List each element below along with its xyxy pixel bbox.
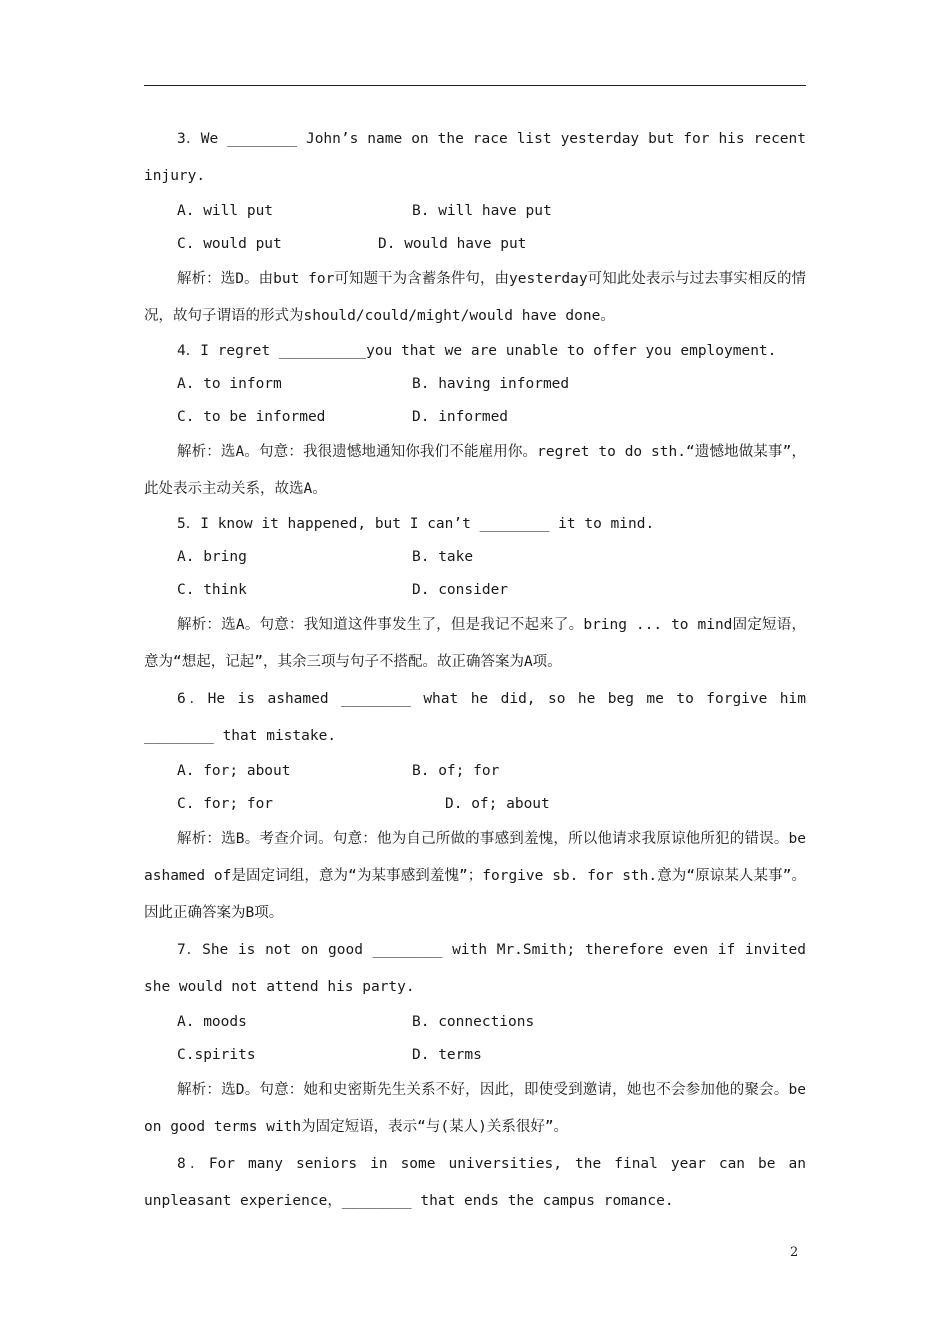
question-4-options-row-1 [144,368,806,401]
question-7-analysis: 解析：选D。句意：她和史密斯先生关系不好，因此，即使受到邀请，她也不会参加他的聚会。be on good terms with为固定短语，表示“与(某人)关系很好”。 [144,1082,806,1135]
option-b: B. connections [412,1014,535,1030]
option-d: D. would have put [378,236,527,252]
option-a: A. will put [177,203,274,219]
question-7-options-row-1 [144,1006,806,1039]
option-c: C. would put [177,236,282,252]
option-c: C.spirits [177,1047,256,1063]
option-d: D. informed [412,409,509,425]
question-4-stem: 4．I regret __________you that we are unable to offer you employment. [177,343,777,359]
question-5-options-row-2 [144,574,806,607]
option-d: D. consider [412,582,509,598]
option-b: B. will have put [412,203,552,219]
question-3-analysis: 解析：选D。由but for可知题干为含蓄条件句，由yesterday可知此处表示与过去事实相反的情况，故句子谓语的形式为should/could/might/would have done。 [144,271,806,324]
option-a: A. for; about [177,763,291,779]
option-a: A. bring [177,549,247,565]
option-a: A. to inform [177,376,282,392]
question-4-analysis: 解析：选A。句意：我很遗憾地通知你我们不能雇用你。regret to do sth.“遗憾地做某事”，此处表示主动关系，故选A。 [144,444,806,497]
header-rule [144,85,806,86]
option-c: C. think [177,582,247,598]
option-b: B. of; for [412,763,500,779]
option-a: A. moods [177,1014,247,1030]
question-6-analysis: 解析：选B。考查介词。句意：他为自己所做的事感到羞愧，所以他请求我原谅他所犯的错误。be ashamed of是固定词组，意为“为某事感到羞愧”；forgive sb. for sth.意为“原谅某人某事”。因此正确答案为B项。 [144,831,806,921]
question-6-options-row-2 [144,788,806,821]
question-7-options-row-2 [144,1039,806,1072]
question-5-analysis: 解析：选A。句意：我知道这件事发生了，但是我记不起来了。bring ... to mind固定短语，意为“想起，记起”，其余三项与句子不搭配。故正确答案为A项。 [144,617,806,670]
question-6-stem: 6．He is ashamed ________ what he did, so he beg me to forgive him ________ that mistake. [144,691,806,744]
question-7-stem: 7．She is not on good ________ with Mr.Smith; therefore even if invited she would not attend his party. [144,942,806,995]
question-5-options-row-1 [144,541,806,574]
question-5-stem: 5．I know it happened, but I can’t ________ it to mind. [177,516,655,532]
document-body [144,121,806,1220]
question-3-options-row-2 [144,228,806,261]
question-4-options-row-2 [144,401,806,434]
option-c: C. for; for [177,796,274,812]
question-8-stem: 8．For many seniors in some universities, the final year can be an unpleasant experience，________ that ends the campus romance. [144,1156,806,1209]
page-number: 2 [790,1245,799,1260]
option-d: D. terms [412,1047,482,1063]
option-c: C. to be informed [177,409,326,425]
question-3-stem: 3．We ________ John’s name on the race list yesterday but for his recent injury. [144,131,806,184]
question-3-options-row-1 [144,195,806,228]
option-b: B. take [412,549,474,565]
option-b: B. having informed [412,376,570,392]
question-6-options-row-1 [144,755,806,788]
option-d: D. of; about [445,796,550,812]
